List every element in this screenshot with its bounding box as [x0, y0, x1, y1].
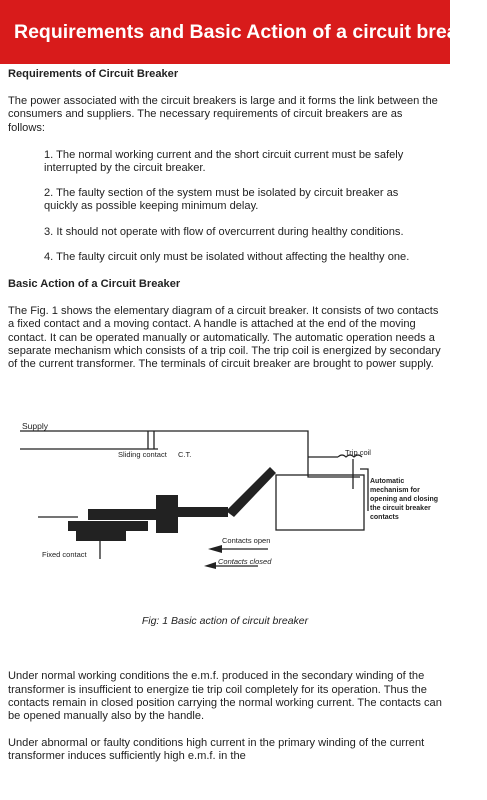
- circuit-breaker-diagram: [8, 419, 442, 569]
- fig-label-automatic: Automatic mechanism for opening and closing the circuit breaker contacts: [370, 478, 439, 522]
- fig-label-fixed-contact: Fixed contact: [42, 550, 87, 560]
- fig-label-contacts-closed: Contacts closed: [218, 557, 272, 567]
- basic-action-paragraph: The Fig. 1 shows the elementary diagram of a circuit breaker. It consists of two contacts a fixed contact and a moving contact. A handle is attached at the end of the moving contact. It can be operated manually or automatically. The automatic operation needs a separate mechanism which consists of a trip coil. The trip coil is energized by secondary of the current transformer. The terminals of circuit breaker are brought to power supply.: [8, 305, 441, 371]
- page-title: Requirements and Basic Action of a circuit breaker: [14, 20, 487, 43]
- heading-basic-action: Basic Action of a Circuit Breaker: [8, 278, 181, 291]
- requirement-4: 4. The faulty circuit only must be isolated without affecting the healthy one.: [44, 250, 410, 263]
- fig-label-supply: Supply: [22, 421, 48, 432]
- fig-label-trip-coil: Trip coil: [345, 448, 371, 458]
- app-bar: [0, 0, 487, 64]
- requirement-3: 3. It should not operate with flow of overcurrent during healthy conditions.: [44, 225, 404, 238]
- circuit-breaker-figure: [8, 419, 442, 569]
- intro-paragraph: The power associated with the circuit breakers is large and it forms the link between the consumers and suppliers. The necessary requirements of circuit breakers are as follows:: [8, 95, 438, 134]
- article-content: [0, 68, 450, 764]
- normal-conditions-paragraph: Under normal working conditions the e.m.f. produced in the secondary winding of the transformer is insufficient to energize tie trip coil completely for its operation. Thus the contacts remain in closed position carrying the normal working current. The contacts can be opened manually also by the handle.: [8, 670, 442, 723]
- figure-caption: Fig: 1 Basic action of circuit breaker: [141, 615, 309, 628]
- fault-conditions-paragraph: Under abnormal or faulty conditions high current in the primary winding of the current transformer induces sufficiently high e.m.f. in the: [8, 737, 425, 763]
- fig-label-sliding-contact: Sliding contact: [118, 450, 167, 460]
- fig-label-contacts-open: Contacts open: [222, 536, 271, 546]
- requirement-1: 1. The normal working current and the short circuit current must be safely interrupted by the circuit breaker.: [44, 148, 404, 175]
- requirement-2: 2. The faulty section of the system must be isolated by circuit breaker as quickly as possible keeping minimum delay.: [44, 187, 399, 213]
- heading-requirements: Requirements of Circuit Breaker: [8, 68, 179, 80]
- fig-label-ct: C.T.: [178, 450, 192, 460]
